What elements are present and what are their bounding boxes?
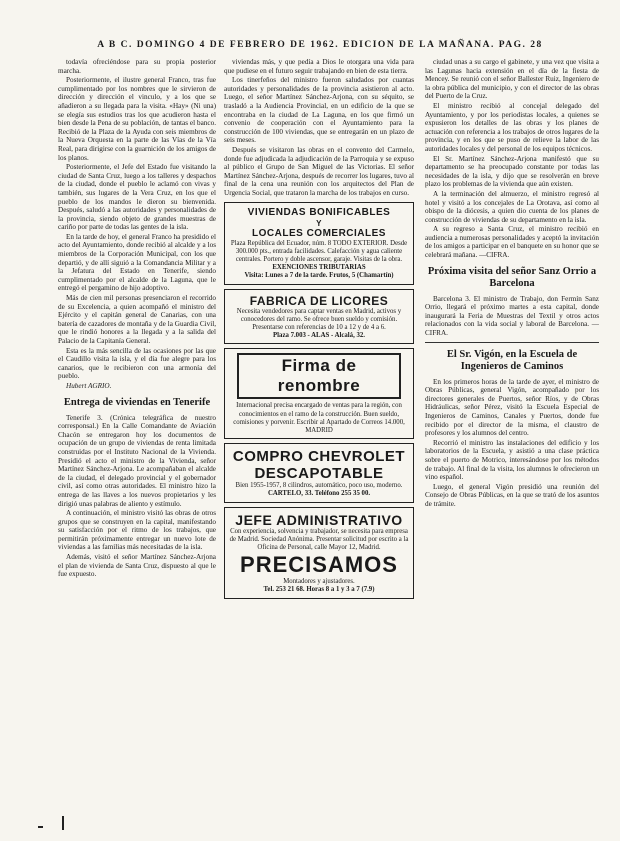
paragraph: Recorrió el ministro las instalaciones del edificio y los laboratorios de la Escuela, y asistió a una clase práctica sobre el puerto de Motrico, interesándose por los métodos de trabajo. Al final de la visita, los alumnos le ofrecieron un vino español. — [425, 438, 599, 482]
headline-vigon: El Sr. Vigón, en la Escuela de Ingenieros de Caminos — [446, 348, 578, 372]
divider — [425, 342, 599, 343]
column-3 — [425, 58, 599, 510]
paragraph: Posteriormente, el Jefe del Estado fue visitando la ciudad de Santa Cruz, luego a los talleres y despachos de la ciudad, donde el pueblo le aclamó con vivas y también, sus lugares de la Vera Cruz, en los que el pueblo de los mandos le dieron su bienvenida. Después, saludó a las autoridades y personalidades de la provincia, siendo objeto de grandes muestras de cariño por parte de todas las gentes de la isla. — [58, 163, 216, 232]
ad-footer: Tel. 253 21 68. Horas 8 a 1 y 3 a 7 (7.9) — [263, 586, 375, 594]
ad-footer: Visita: Lunes a 7 de la tarde. Frutos, 5 (Chamartín) — [244, 272, 394, 280]
ad-title: LOCALES COMERCIALES — [252, 227, 386, 239]
ad-chevrolet — [224, 443, 414, 502]
column-1 — [58, 58, 216, 580]
ad-title: DESCAPOTABLE — [254, 465, 384, 483]
paragraph: Más de cien mil personas presenciaron el recorrido de su Excelencia, a quien acompañó el ministro del Ejército y el capitán general de Canarias, con una batería de cazadores de montaña y de la Guardia Civil, que le rindió honores a la llegada y a la salida del Palacio de la Capitanía General. — [58, 294, 216, 345]
ad-jefe-administrativo — [224, 507, 414, 599]
ad-licores — [224, 289, 414, 345]
ad-subtitle: Montadores y ajustadores. — [283, 578, 355, 586]
ad-title-precisamos: PRECISAMOS — [240, 552, 398, 578]
paragraph: Luego, el general Vigón presidió una reunión del Consejo de Obras Públicas, en la que se trató de los asuntos de trámite. — [425, 482, 599, 508]
scan-mark — [38, 826, 43, 828]
paragraph: A su regreso a Santa Cruz, el ministro recibió en audiencia a numerosas personalidades y aceptó la invitación de los amigos a participar en el banquete en su honor que se celebrará mañana. —CIFRA. — [425, 225, 599, 260]
paragraph: ciudad unas a su cargo el gabinete, y una vez que visita a las Lagunas hacia extensión en el día de la fiesta de Mencey. Se reunió con el señor Ballester Ruiz, Ingeniero de la obra pública del municipio, y con el director de las obras del Puerto de la Cruz. — [425, 58, 599, 101]
ad-title: VIVIENDAS BONIFICABLES — [247, 206, 391, 218]
ad-body: Internacional precisa encargado de ventas para la región, con conocimientos en el ramo de la construcción. Buen sueldo, comisiones y porvenir. Escribir al Apartado de Correos 14.000, MADRID — [233, 402, 405, 434]
ad-footer: EXENCIONES TRIBUTARIAS — [272, 264, 366, 272]
paragraph: En los primeros horas de la tarde de ayer, el ministro de Obras Públicas, general Vigón, acompañado por los directores generales de Puertos, señor Ríos, y de Obras Hidráulicas, señor Pérez, visitó la Escuela Especial de Ingenieros de Caminos, Canales y Puertos, donde fue recibido por el director de la misma, el claustro de profesores y los alumnos del centro. — [425, 377, 599, 438]
byline: Hubert AGRIO. — [66, 381, 112, 390]
paragraph: Además, visitó el señor Martínez Sánchez-Arjona el plan de vivienda de Santa Cruz, dispuesto al que le fue expuesto. — [58, 553, 216, 579]
paragraph: Esta es la más sencilla de las ocasiones por las que el Caudillo visita la isla, y el día fue alegre para los canarios, que le recibieron con una armonía del pueblo. — [58, 346, 216, 381]
paragraph: En la tarde de hoy, el general Franco ha presidido el acto del Ayuntamiento, donde recibió al alcalde y a los miembros de la Corporación Municipal, con los que departió, y de allí siguió a la Comandancia Militar y a la Jefatura del Estado en Tenerife, siendo cumplimentado por el alcalde de la Laguna, que le entregó el pergamino de hijo adoptivo. — [58, 232, 216, 293]
ad-body: Plaza República del Ecuador, núm. 8 TODO EXTERIOR. Desde 300.000 pts., entrada facilidades. Calefacción y agua caliente centrales. Portero y doble ascensor, garaje. Visitas de la obra. — [230, 239, 408, 263]
ad-body: Necesita vendedores para captar ventas en Madrid, activos y conocedores del ramo. Se ofrece buen sueldo y comisión. Presentarse con referencias de 10 a 12 y de 4 a 6. — [236, 307, 402, 331]
ad-title: JEFE ADMINISTRATIVO — [235, 511, 403, 528]
paragraph: El Sr. Martínez Sánchez-Arjona manifestó que su departamento se ha preocupado constante por todas las necesidades de la isla, y dijo que se resolverán en breve plazo los problemas de la vivienda que aún existen. — [425, 154, 599, 189]
paragraph: Después se visitaron las obras en el convento del Carmelo, donde fue adjudicada la adjudicación de la Parroquia y se expuso al público el Grupo de San Miguel de las Victorias. El señor Martínez Sánchez-Arjona, después de recorrer los lugares, tuvo al final de la cena una reunión con los arquitectos del Plan de Urgencia Social, que trataron la marcha de los trabajos en curso. — [224, 145, 414, 197]
paragraph: A la terminación del almuerzo, el ministro regresó al hotel y visitó a los concejales de La Orotava, así como al obispo de la diócesis, a quien dio cuenta de los planes de construcción de viviendas de su departamento en la isla. — [425, 189, 599, 224]
paragraph: todavía ofreciéndose para su propia posterior marcha. — [58, 58, 216, 75]
ad-footer: CARTELO, 33. Teléfono 255 35 00. — [267, 490, 371, 498]
paragraph: El ministro recibió al concejal delegado del Ayuntamiento, y por los periodistas locales, a quienes se expusieron los detalles de las obras y los planes de actuación con referencia a los trabajos de otros lugares de la provincia, y en los que se puso de relieve la labor de las autoridades locales y del personal de los equipos técnicos. — [425, 101, 599, 153]
ad-title: Firma de renombre — [237, 353, 401, 399]
paragraph: Tenerife 3. (Crónica telegráfica de nuestro corresponsal.) En la Calle Comandante de Aviación Chacón se entregaron hoy los documentos de ocupación de un grupo de viviendas de renta limitada construidas por el Instituto Nacional de la Vivienda. Presidió el acto el ministro de la Vivienda, señor Martínez Sánchez-Arjona. Le acompañaban el alcalde de la ciudad, el delegado provincial y el gobernador civil, así como otras autoridades. El ministro hizo la entrega de las llaves a los nuevos propietarios y les dirigió unas palabras de aliento y estímulo. — [58, 413, 216, 508]
ad-connector: Y — [316, 218, 322, 228]
paragraph: viviendas más, y que pedía a Dios le otorgara una vida para que pudiese en el futuro seguir trabajando en bien de esta tierra. — [224, 58, 414, 75]
paragraph: A continuación, el ministro visitó las obras de otros grupos que se construyen en la capital, manifestando su satisfacción por el ritmo de los trabajos, que permitirán próximamente entregar un nuevo lote de viviendas a las familias más necesitadas de la isla. — [58, 509, 216, 552]
scan-mark — [62, 816, 64, 830]
paragraph: Barcelona 3. El ministro de Trabajo, don Fermín Sanz Orrio, llegará el próximo martes a esta capital, donde inaugurará la Feria de Muestras del Textil y otros actos relacionados con la vida social y laboral de Barcelona. —CIFRA. — [425, 294, 599, 338]
ad-body: Bien 1955-1957, 8 cilindros, automático, poco uso, moderno. — [235, 482, 403, 490]
paragraph: Posteriormente, el ilustre general Franco, tras fue cumplimentado por los nombres que le sirvieron de dirección y dirección el vinculo, y a los que se añadieron a su llegada para la visita. «Hay» (Ni una) se elegía sus estudios tras los que acudieron hasta el bien desde la Pena de su población, de tantas el banco. Recibió de la Plaza de la Ayuda con seis miembros de la Nueva Orquesta en la parte de las Vías de la Vía Real, para dirigirse con la guarnición de los amigos de los planos. — [58, 76, 216, 162]
headline-sanz-orrio: Próxima visita del señor Sanz Orrio a Barcelona — [427, 265, 597, 289]
column-2 — [224, 58, 414, 602]
paragraph: Los tinerfeños del ministro fueron saludados por cuantas autoridades y personalidades de la provincia asistieron al acto. Luego, el señor Martínez Sánchez-Arjona, con su séquito, se trasladó a la Audiencia Provincial, en un edificio de la que se encontraba en la ciudad de La Laguna, en los que firmó un convenio de cooperación con el Ayuntamiento para la construcción de 100 viviendas, que se entregarán en un plazo de seis meses. — [224, 76, 414, 145]
ad-firma — [224, 348, 414, 439]
ad-title: FABRICA DE LICORES — [249, 293, 389, 308]
ad-body: Con experiencia, solvencia y trabajador, se necesita para empresa de Madrid. Sociedad Anónima. Presentar solicitud por escrito a la Oficina de Personal, calle Mayor 12, Madrid. — [229, 527, 409, 551]
ad-viviendas — [224, 202, 414, 285]
ad-title: COMPRO CHEVROLET — [232, 448, 406, 466]
page-header: A B C. DOMINGO 4 DE FEBRERO DE 1962. EDICION DE LA MAÑANA. PAG. 28 — [97, 40, 543, 50]
ad-footer: Plaza 7.003 - ALAS - Alcalá, 32. — [273, 332, 365, 340]
headline-entrega-viviendas: Entrega de viviendas en Tenerife — [63, 396, 211, 408]
